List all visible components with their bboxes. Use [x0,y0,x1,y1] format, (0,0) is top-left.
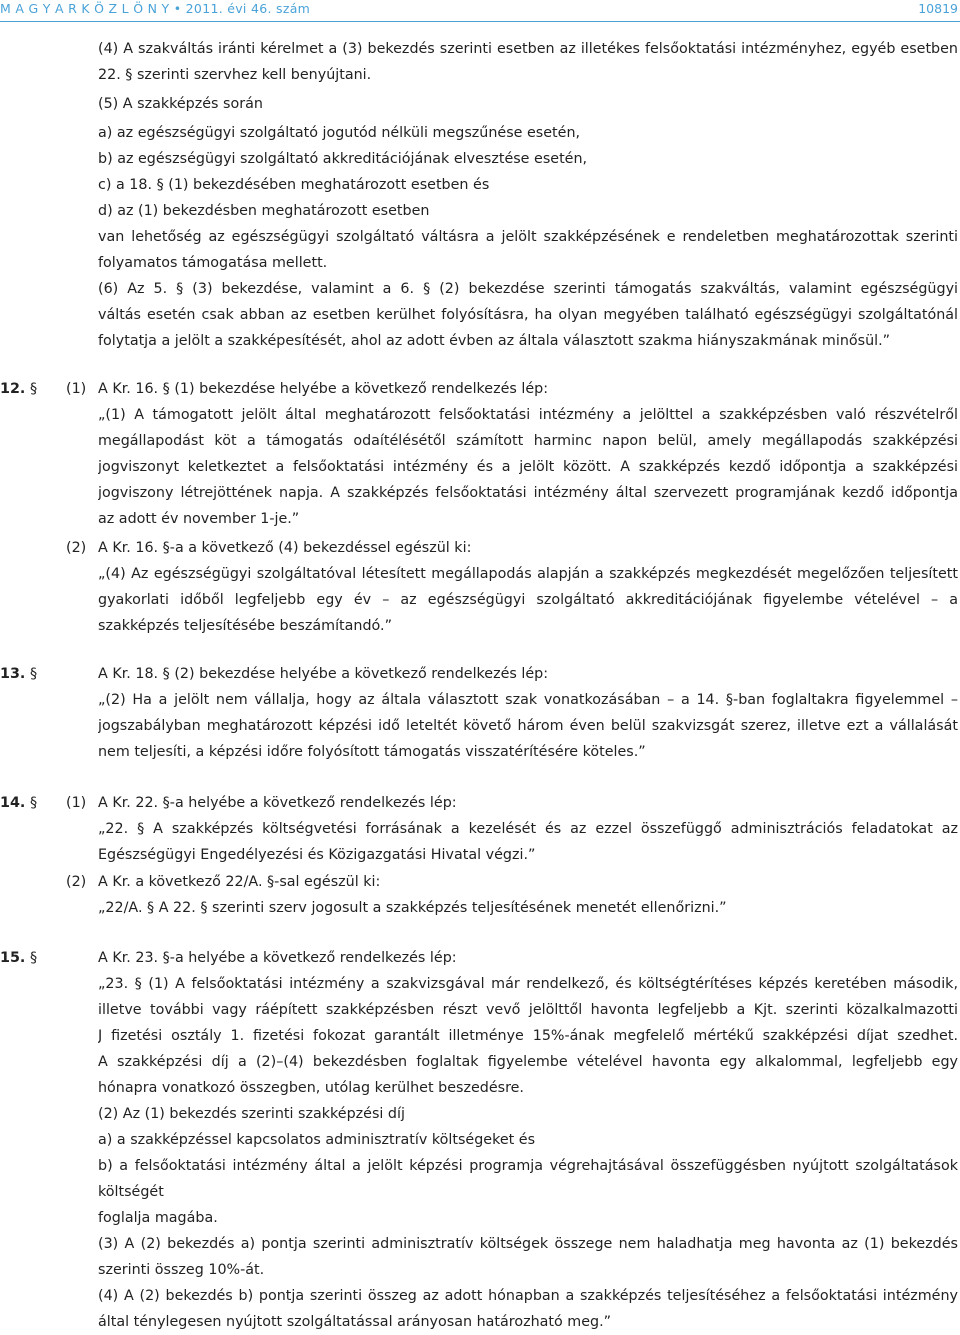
text-line: „(1) A támogatott jelölt által meghatározott felsőoktatási intézmény a jelölttel a szakképzésben való részvételről [98,407,958,423]
text-line: jogviszony létrejöttének napja. A szakképzés felsőoktatási intézmény által szervezett programjának kezdő időpontja [98,485,958,501]
text-line: „(4) Az egészségügyi szolgáltatóval létesített megállapodás alapján a szakképzés megkezdését megelőzően teljesített [98,566,958,582]
header-rule [0,21,960,22]
text-line: váltás esetén csak abban az esetben kerülhet folyósításra, ha olyan megyében található egészségügyi szolgáltatónál [98,307,958,323]
section-number: 14. [0,795,26,811]
text-line: folyamatos támogatása mellett. [98,255,328,271]
text-line: által ténylegesen nyújtott szolgáltatással arányosan határozható meg.” [98,1314,612,1330]
section-number: 13. [0,666,26,682]
text-line: (6) Az 5. § (3) bekezdése, valamint a 6. § (2) bekezdése szerinti támogatás szakváltás, valamint egészségügyi [98,281,958,297]
journal-title: M A G Y A R K Ö Z L Ö N Y • 2011. évi 46. szám [0,1,311,16]
text-line: (3) A (2) bekezdés a) pontja szerinti adminisztratív költségek összege nem haladhatja meg havonta az (1) bekezdés [98,1236,958,1252]
text-line: c) a 18. § (1) bekezdésében meghatározott esetben és [98,177,490,193]
text-line: A szakképzési díj a (2)–(4) bekezdésben foglaltak figyelembe vételével havonta egy alkalommal, legfeljebb egy [98,1054,958,1070]
text-line: szakképzés teljesítésébe beszámítandó.” [98,618,392,634]
text-line: szerinti összeg 10%-át. [98,1262,265,1278]
text-line: megállapodást köt a támogatás odaítélésétől számított harminc napon belül, amely megállapodás szakképzési [98,433,958,449]
text-line: nem teljesíti, a képzési időre folyósított támogatás visszatérítésére köteles.” [98,744,646,760]
section-number: 12. [0,381,26,397]
text-line: „(2) Ha a jelölt nem vállalja, hogy az általa választott szak vonatkozásában – a 14. §-ban foglaltakra figyelemmel – [98,692,958,708]
subsection-number: (1) [66,795,87,811]
subsection-number: (1) [66,381,87,397]
text-line: A Kr. 23. §-a helyébe a következő rendelkezés lép: [98,950,457,966]
text-line: van lehetőség az egészségügyi szolgáltató váltásra a jelölt szakképzésének e rendeletben meghatározottak szerinti [98,229,958,245]
text-line: b) a felsőoktatási intézmény által a jelölt képzési programja végrehajtásával összefüggésben nyújtott szolgáltatások [98,1158,958,1174]
section-number: 15. [0,950,26,966]
text-line: a) a szakképzéssel kapcsolatos adminisztratív költségeket és [98,1132,536,1148]
subsection-number: (2) [66,874,87,890]
text-line: hónapra vonatkozó összegben, utólag kerülhet beszedésre. [98,1080,524,1096]
text-line: (5) A szakképzés során [98,96,263,112]
text-line: A Kr. a következő 22/A. §-sal egészül ki: [98,874,381,890]
text-line: (4) A szakváltás iránti kérelmet a (3) bekezdés szerinti esetben az illetékes felsőoktatási intézményhez, egyéb esetben [98,41,958,57]
text-line: Egészségügyi Engedélyezési és Közigazgatási Hivatal végzi.” [98,847,536,863]
text-line: (4) A (2) bekezdés b) pontja szerinti összeg az adott hónapban a szakképzés teljesítéséhez a felsőoktatási intézmény [98,1288,958,1304]
text-line: az adott év november 1-je.” [98,511,300,527]
text-line: a) az egészségügyi szolgáltató jogutód nélküli megszűnése esetén, [98,125,581,141]
text-line: A Kr. 22. §-a helyébe a következő rendelkezés lép: [98,795,457,811]
text-line: „22. § A szakképzés költségvetési forrásának a kezelését és az ezzel összefüggő adminisztrációs feladatokat az [98,821,958,837]
text-line: A Kr. 18. § (2) bekezdése helyébe a következő rendelkezés lép: [98,666,549,682]
text-line: foglalja magába. [98,1210,218,1226]
text-line: J fizetési osztály 1. fizetési fokozat garantált illetménye 15%-ának megfelelő mértékű szakképzési díjat szedhet. [98,1028,958,1044]
text-line: „22/A. § A 22. § szerinti szerv jogosult a szakképzés teljesítésének menetét ellenőrizni.” [98,900,727,916]
section-mark: § [30,795,38,811]
text-line: jogszabályban meghatározott képzési idő leteltét követő három éven belül szakvizsgát szerez, illetve ezt a vállalását [98,718,958,734]
text-line: b) az egészségügyi szolgáltató akkreditációjának elvesztése esetén, [98,151,588,167]
text-line: d) az (1) bekezdésben meghatározott esetben [98,203,430,219]
text-line: A Kr. 16. § (1) bekezdése helyébe a következő rendelkezés lép: [98,381,549,397]
text-line: 22. § szerinti szervhez kell benyújtani. [98,67,372,83]
section-mark: § [30,666,38,682]
text-line: költségét [98,1184,164,1200]
text-line: illetve további vagy ráépített szakképzésben részt vevő jelölttől havonta legfeljebb a Kjt. szerinti közalkalmazotti [98,1002,958,1018]
subsection-number: (2) [66,540,87,556]
section-mark: § [30,950,38,966]
page-number: 10819 [918,1,958,16]
section-mark: § [30,381,38,397]
text-line: folytatja a jelölt a szakképesítését, ahol az adott évben az általa választott szakma hiányszakmának minősül.” [98,333,891,349]
text-line: „23. § (1) A felsőoktatási intézmény a szakvizsgával már rendelkező, és költségtérítéses képzés keretében második, [98,976,958,992]
text-line: gyakorlati időből legfeljebb egy év – az egészségügyi szolgáltató akkreditációjának figyelembe vételével – a [98,592,958,608]
text-line: (2) Az (1) bekezdés szerinti szakképzési díj [98,1106,405,1122]
page-header [0,0,960,22]
text-line: A Kr. 16. §-a a következő (4) bekezdéssel egészül ki: [98,540,472,556]
text-line: jogviszonyt keletkeztet a felsőoktatási intézmény és a jelölt között. A szakképzés kezdő időpontja a szakképzési [98,459,958,475]
